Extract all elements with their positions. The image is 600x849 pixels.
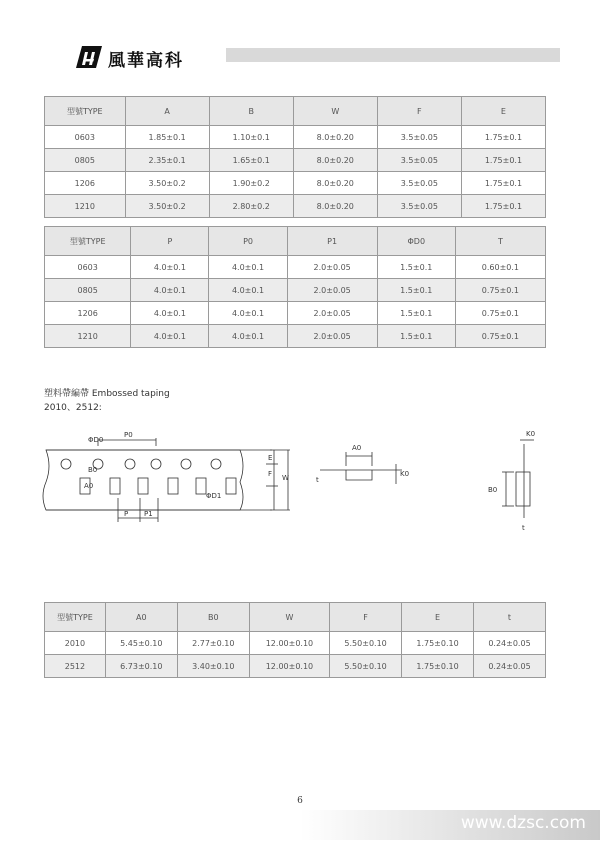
table-cell: 12.00±0.10 xyxy=(249,655,329,678)
table-cell: 2.0±0.05 xyxy=(287,325,377,348)
table-cell: 2.77±0.10 xyxy=(177,632,249,655)
table-cell: 1.75±0.10 xyxy=(402,655,474,678)
table-cell: 1.5±0.1 xyxy=(377,279,455,302)
table-cell: 2512 xyxy=(45,655,106,678)
table-cell: 1210 xyxy=(45,195,126,218)
column-header: E xyxy=(402,603,474,632)
table-cell: 1.85±0.1 xyxy=(125,126,209,149)
table-row xyxy=(45,149,546,172)
table-cell: 3.5±0.05 xyxy=(377,195,461,218)
table-row xyxy=(45,279,546,302)
column-header: F xyxy=(330,603,402,632)
column-header: P xyxy=(131,227,209,256)
label-k0-end: K0 xyxy=(526,430,536,438)
table-cell: 0603 xyxy=(45,126,126,149)
column-header: F xyxy=(377,97,461,126)
table-cell: 0.24±0.05 xyxy=(474,632,546,655)
table-cell: 1.5±0.1 xyxy=(377,256,455,279)
table-cell: 1206 xyxy=(45,172,126,195)
column-header: A0 xyxy=(105,603,177,632)
tape-end-view xyxy=(502,440,534,518)
table-cell: 1.65±0.1 xyxy=(209,149,293,172)
table-cell: 4.0±0.1 xyxy=(209,279,287,302)
table-cell: 2.80±0.2 xyxy=(209,195,293,218)
table-cell: 1206 xyxy=(45,302,131,325)
label-t-side: t xyxy=(316,476,319,484)
label-w: W xyxy=(282,474,289,482)
table-cell: 8.0±0.20 xyxy=(293,149,377,172)
table-cell: 1.75±0.1 xyxy=(461,172,545,195)
fenghua-logo xyxy=(72,46,102,68)
table-row xyxy=(45,195,546,218)
brand-name: 風華高科 xyxy=(108,51,184,71)
page-header xyxy=(72,44,562,70)
label-p1: P1 xyxy=(144,510,153,518)
table-cell: 4.0±0.1 xyxy=(131,325,209,348)
table-cell: 4.0±0.1 xyxy=(209,256,287,279)
column-header: W xyxy=(293,97,377,126)
table-row xyxy=(45,632,546,655)
watermark: www.dzsc.com xyxy=(460,813,586,833)
table-cell: 0805 xyxy=(45,149,126,172)
label-b0-end: B0 xyxy=(488,486,498,494)
table-cell: 2010 xyxy=(45,632,106,655)
table-cell: 3.50±0.2 xyxy=(125,172,209,195)
section-title: 塑料帶編帶 Embossed taping xyxy=(44,389,170,399)
embossed-tape-table xyxy=(44,602,546,678)
table-cell: 1210 xyxy=(45,325,131,348)
table-cell: 4.0±0.1 xyxy=(131,302,209,325)
table-cell: 0.75±0.1 xyxy=(455,325,545,348)
table-header-row xyxy=(45,97,546,126)
table-cell: 4.0±0.1 xyxy=(131,256,209,279)
table-cell: 4.0±0.1 xyxy=(209,302,287,325)
dimension-table-1 xyxy=(44,96,546,218)
table-cell: 8.0±0.20 xyxy=(293,195,377,218)
table-cell: 0603 xyxy=(45,256,131,279)
label-a0-side: A0 xyxy=(352,444,362,452)
column-header: T xyxy=(455,227,545,256)
header-bar xyxy=(226,48,560,62)
table-cell: 5.50±0.10 xyxy=(330,655,402,678)
table-cell: 6.73±0.10 xyxy=(105,655,177,678)
table-cell: 1.5±0.1 xyxy=(377,302,455,325)
table-row xyxy=(45,655,546,678)
table-cell: 8.0±0.20 xyxy=(293,172,377,195)
table-cell: 8.0±0.20 xyxy=(293,126,377,149)
label-phi-d1: ΦD1 xyxy=(206,492,222,500)
column-header: B xyxy=(209,97,293,126)
column-header: P0 xyxy=(209,227,287,256)
column-header: E xyxy=(461,97,545,126)
column-header: 型號TYPE xyxy=(45,227,131,256)
label-p: P xyxy=(124,510,129,518)
table-cell: 3.40±0.10 xyxy=(177,655,249,678)
label-p0: P0 xyxy=(124,431,133,439)
table-row xyxy=(45,126,546,149)
table-header-row xyxy=(45,603,546,632)
table-cell: 3.5±0.05 xyxy=(377,172,461,195)
table-cell: 3.50±0.2 xyxy=(125,195,209,218)
table-cell: 2.0±0.05 xyxy=(287,256,377,279)
column-header: P1 xyxy=(287,227,377,256)
table-cell: 2.35±0.1 xyxy=(125,149,209,172)
table-cell: 1.75±0.1 xyxy=(461,195,545,218)
column-header: t xyxy=(474,603,546,632)
column-header: 型號TYPE xyxy=(45,603,106,632)
column-header: ΦD0 xyxy=(377,227,455,256)
table-cell: 2.0±0.05 xyxy=(287,302,377,325)
table-cell: 1.5±0.1 xyxy=(377,325,455,348)
column-header: B0 xyxy=(177,603,249,632)
section-subtitle: 2010、2512: xyxy=(44,403,102,413)
table-cell: 4.0±0.1 xyxy=(131,279,209,302)
label-k0-side: K0 xyxy=(400,470,410,478)
table-cell: 0.24±0.05 xyxy=(474,655,546,678)
table-cell: 4.0±0.1 xyxy=(209,325,287,348)
table-row xyxy=(45,302,546,325)
tape-side-view xyxy=(320,452,402,484)
table-cell: 5.50±0.10 xyxy=(330,632,402,655)
column-header: W xyxy=(249,603,329,632)
table-cell: 12.00±0.10 xyxy=(249,632,329,655)
label-a0: A0 xyxy=(84,482,94,490)
table-cell: 0805 xyxy=(45,279,131,302)
label-phi-d0: ΦD0 xyxy=(88,436,104,444)
table-row xyxy=(45,325,546,348)
page-number: 6 xyxy=(297,796,303,806)
table-cell: 0.60±0.1 xyxy=(455,256,545,279)
table-header-row xyxy=(45,227,546,256)
column-header: A xyxy=(125,97,209,126)
table-cell: 3.5±0.05 xyxy=(377,149,461,172)
table-row xyxy=(45,256,546,279)
label-f: F xyxy=(268,470,273,478)
column-header: 型號TYPE xyxy=(45,97,126,126)
tape-top-view xyxy=(43,438,290,522)
table-cell: 1.75±0.10 xyxy=(402,632,474,655)
table-cell: 0.75±0.1 xyxy=(455,279,545,302)
table-cell: 1.75±0.1 xyxy=(461,126,545,149)
label-b0: B0 xyxy=(88,466,98,474)
table-cell: 0.75±0.1 xyxy=(455,302,545,325)
embossed-tape-diagram xyxy=(40,426,560,536)
table-cell: 5.45±0.10 xyxy=(105,632,177,655)
table-row xyxy=(45,172,546,195)
table-cell: 3.5±0.05 xyxy=(377,126,461,149)
label-e: E xyxy=(268,454,273,462)
table-cell: 1.75±0.1 xyxy=(461,149,545,172)
table-cell: 1.10±0.1 xyxy=(209,126,293,149)
table-cell: 1.90±0.2 xyxy=(209,172,293,195)
table-cell: 2.0±0.05 xyxy=(287,279,377,302)
label-t-end: t xyxy=(522,524,525,532)
dimension-table-2 xyxy=(44,226,546,348)
